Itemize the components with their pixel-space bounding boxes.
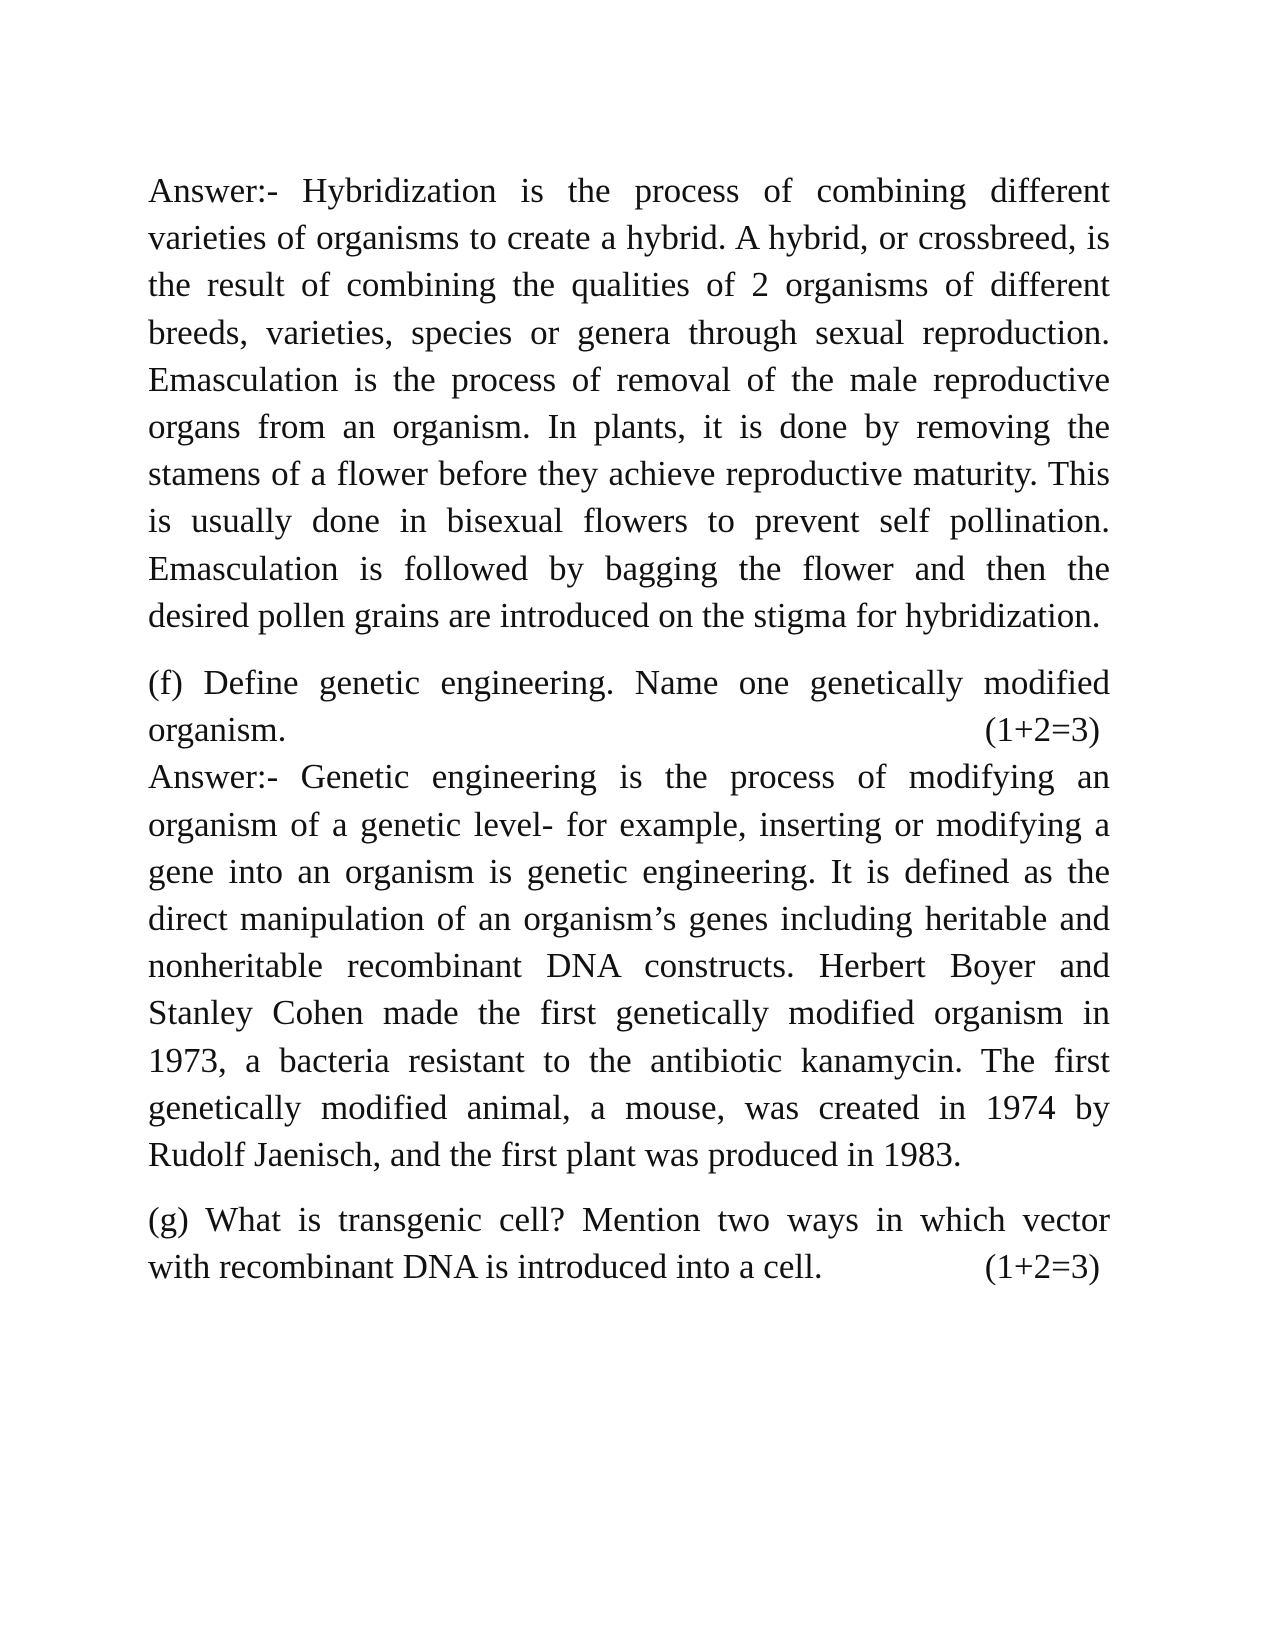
question-g-marks: (1+2=3) [984,1247,1100,1287]
document-page [148,167,1110,1291]
answer-hybridization: Answer:- Hybridization is the process of combining different varieties of organisms to create a hybrid. A hybrid, or crossbreed, is the result of combining the qualities of 2 organisms of different breeds, varieties, species or genera through sexual reproduction. Emasculation is the process of removal of the male reproductive organs from an organism. In plants, it is done by removing the stamens of a flower before they achieve reproductive maturity. This is usually done in bisexual flowers to prevent self pollination. Emasculation is followed by bagging the flower and then the desired pollen grains are introduced on the stigma for hybridization. [148,171,1110,635]
question-f-line2: organism. [148,710,287,750]
question-g-line1: (g) What is transgenic cell? Mention two ways in which vector [148,1200,1110,1240]
question-f [148,659,1110,753]
question-g [148,1196,1110,1290]
answer-genetic-engineering: Answer:- Genetic engineering is the process of modifying an organism of a genetic level- for example, inserting or modifying a gene into an organism is genetic engineering. It is defined as the direct manipulation of an organism’s genes including heritable and nonheritable recombinant DNA constructs. Herbert Boyer and Stanley Cohen made the first genetically modified organism in 1973, a bacteria resistant to the antibiotic kanamycin. The first genetically modified animal, a mouse, was created in 1974 by Rudolf Jaenisch, and the first plant was produced in 1983. [148,757,1110,1175]
question-f-line2-row [148,706,1110,753]
question-f-line1: (f) Define genetic engineering. Name one genetically modified [148,663,1110,703]
question-f-marks: (1+2=3) [984,710,1100,750]
question-g-line2: with recombinant DNA is introduced into a cell. [148,1247,823,1287]
question-g-line2-row [148,1243,1110,1290]
